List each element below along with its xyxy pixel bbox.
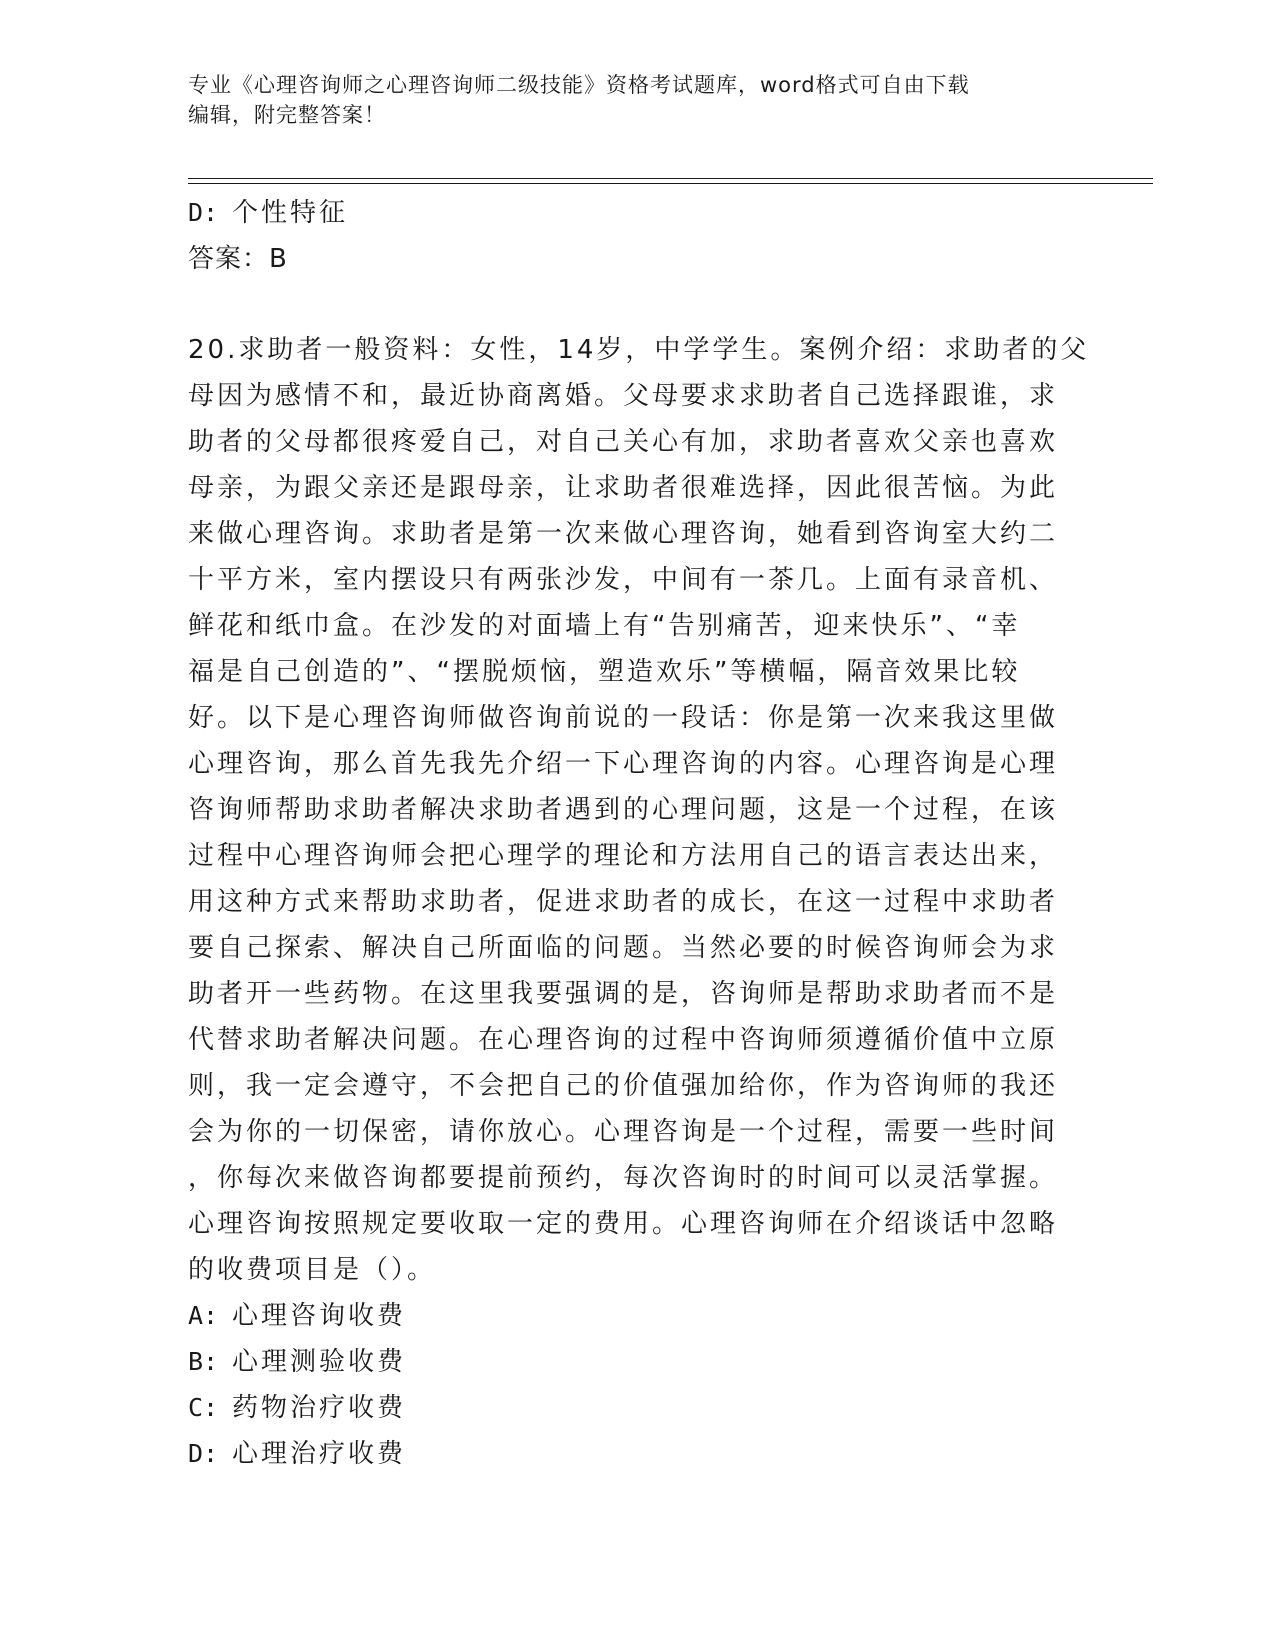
stem-line: 助者的父母都很疼爱自己，对自己关心有加，求助者喜欢父亲也喜欢 — [188, 427, 1059, 457]
question-stem — [188, 327, 1088, 1293]
answer-options — [188, 1293, 1088, 1477]
stem-line: 的收费项目是（）。 — [188, 1255, 437, 1285]
option-text: 心理治疗收费 — [232, 1439, 407, 1469]
page-header — [188, 70, 1088, 130]
option-a — [188, 1293, 1088, 1339]
stem-line: 用这种方式来帮助求助者，促进求助者的成长，在这一过程中求助者 — [188, 887, 1059, 917]
option-text: 个性特征 — [232, 198, 349, 228]
option-letter: C: — [188, 1393, 219, 1422]
header-line-2: 编辑，附完整答案！ — [188, 103, 386, 127]
option-letter: D: — [188, 198, 219, 227]
stem-line: 代替求助者解决问题。在心理咨询的过程中咨询师须遵循价值中立原 — [188, 1025, 1059, 1055]
option-d — [188, 1431, 1088, 1477]
stem-line: 助者开一些药物。在这里我要强调的是，咨询师是帮助求助者而不是 — [188, 979, 1059, 1009]
prev-option-d — [188, 190, 1088, 236]
header-divider-top — [188, 178, 1153, 179]
stem-line: 会为你的一切保密，请你放心。心理咨询是一个过程，需要一些时间 — [188, 1117, 1059, 1147]
stem-line: 好。以下是心理咨询师做咨询前说的一段话：你是第一次来我这里做 — [188, 703, 1059, 733]
option-letter: A: — [188, 1301, 219, 1330]
header-line-1: 专业《心理咨询师之心理咨询师二级技能》资格考试题库，word格式可自由下载 — [188, 73, 970, 97]
header-divider-bottom — [188, 183, 1153, 184]
stem-line: 咨询师帮助求助者解决求助者遇到的心理问题，这是一个过程，在该 — [188, 795, 1059, 825]
stem-line: 心理咨询按照规定要收取一定的费用。心理咨询师在介绍谈话中忽略 — [188, 1209, 1059, 1239]
option-c — [188, 1385, 1088, 1431]
stem-line: 福是自己创造的”、“摆脱烦恼，塑造欢乐”等横幅，隔音效果比较 — [188, 657, 1021, 687]
option-letter: D: — [188, 1439, 219, 1468]
stem-line: 来做心理咨询。求助者是第一次来做心理咨询，她看到咨询室大约二 — [188, 519, 1059, 549]
prev-answer: 答案：B — [188, 244, 288, 274]
stem-line: 要自己探索、解决自己所面临的问题。当然必要的时候咨询师会为求 — [188, 933, 1059, 963]
stem-line: 母因为感情不和，最近协商离婚。父母要求求助者自己选择跟谁，求 — [188, 381, 1059, 411]
stem-line: ，你每次来做咨询都要提前预约，每次咨询时的时间可以灵活掌握。 — [188, 1163, 1059, 1193]
stem-line: 十平方米，室内摆设只有两张沙发，中间有一茶几。上面有录音机、 — [188, 565, 1059, 595]
option-letter: B: — [188, 1347, 219, 1376]
stem-line: 过程中心理咨询师会把心理学的理论和方法用自己的语言表达出来， — [188, 841, 1059, 871]
stem-line: 20.求助者一般资料：女性，14岁，中学学生。案例介绍：求助者的父 — [188, 335, 1090, 365]
option-b — [188, 1339, 1088, 1385]
stem-line: 则，我一定会遵守，不会把自己的价值强加给你，作为咨询师的我还 — [188, 1071, 1059, 1101]
option-text: 心理咨询收费 — [232, 1301, 407, 1331]
document-body — [188, 190, 1088, 1477]
spacer — [188, 282, 1088, 327]
stem-line: 母亲，为跟父亲还是跟母亲，让求助者很难选择，因此很苦恼。为此 — [188, 473, 1059, 503]
option-text: 心理测验收费 — [232, 1347, 407, 1377]
stem-line: 鲜花和纸巾盒。在沙发的对面墙上有“告别痛苦，迎来快乐”、“幸 — [188, 611, 1021, 641]
stem-line: 心理咨询，那么首先我先介绍一下心理咨询的内容。心理咨询是心理 — [188, 749, 1059, 779]
option-text: 药物治疗收费 — [232, 1393, 407, 1423]
